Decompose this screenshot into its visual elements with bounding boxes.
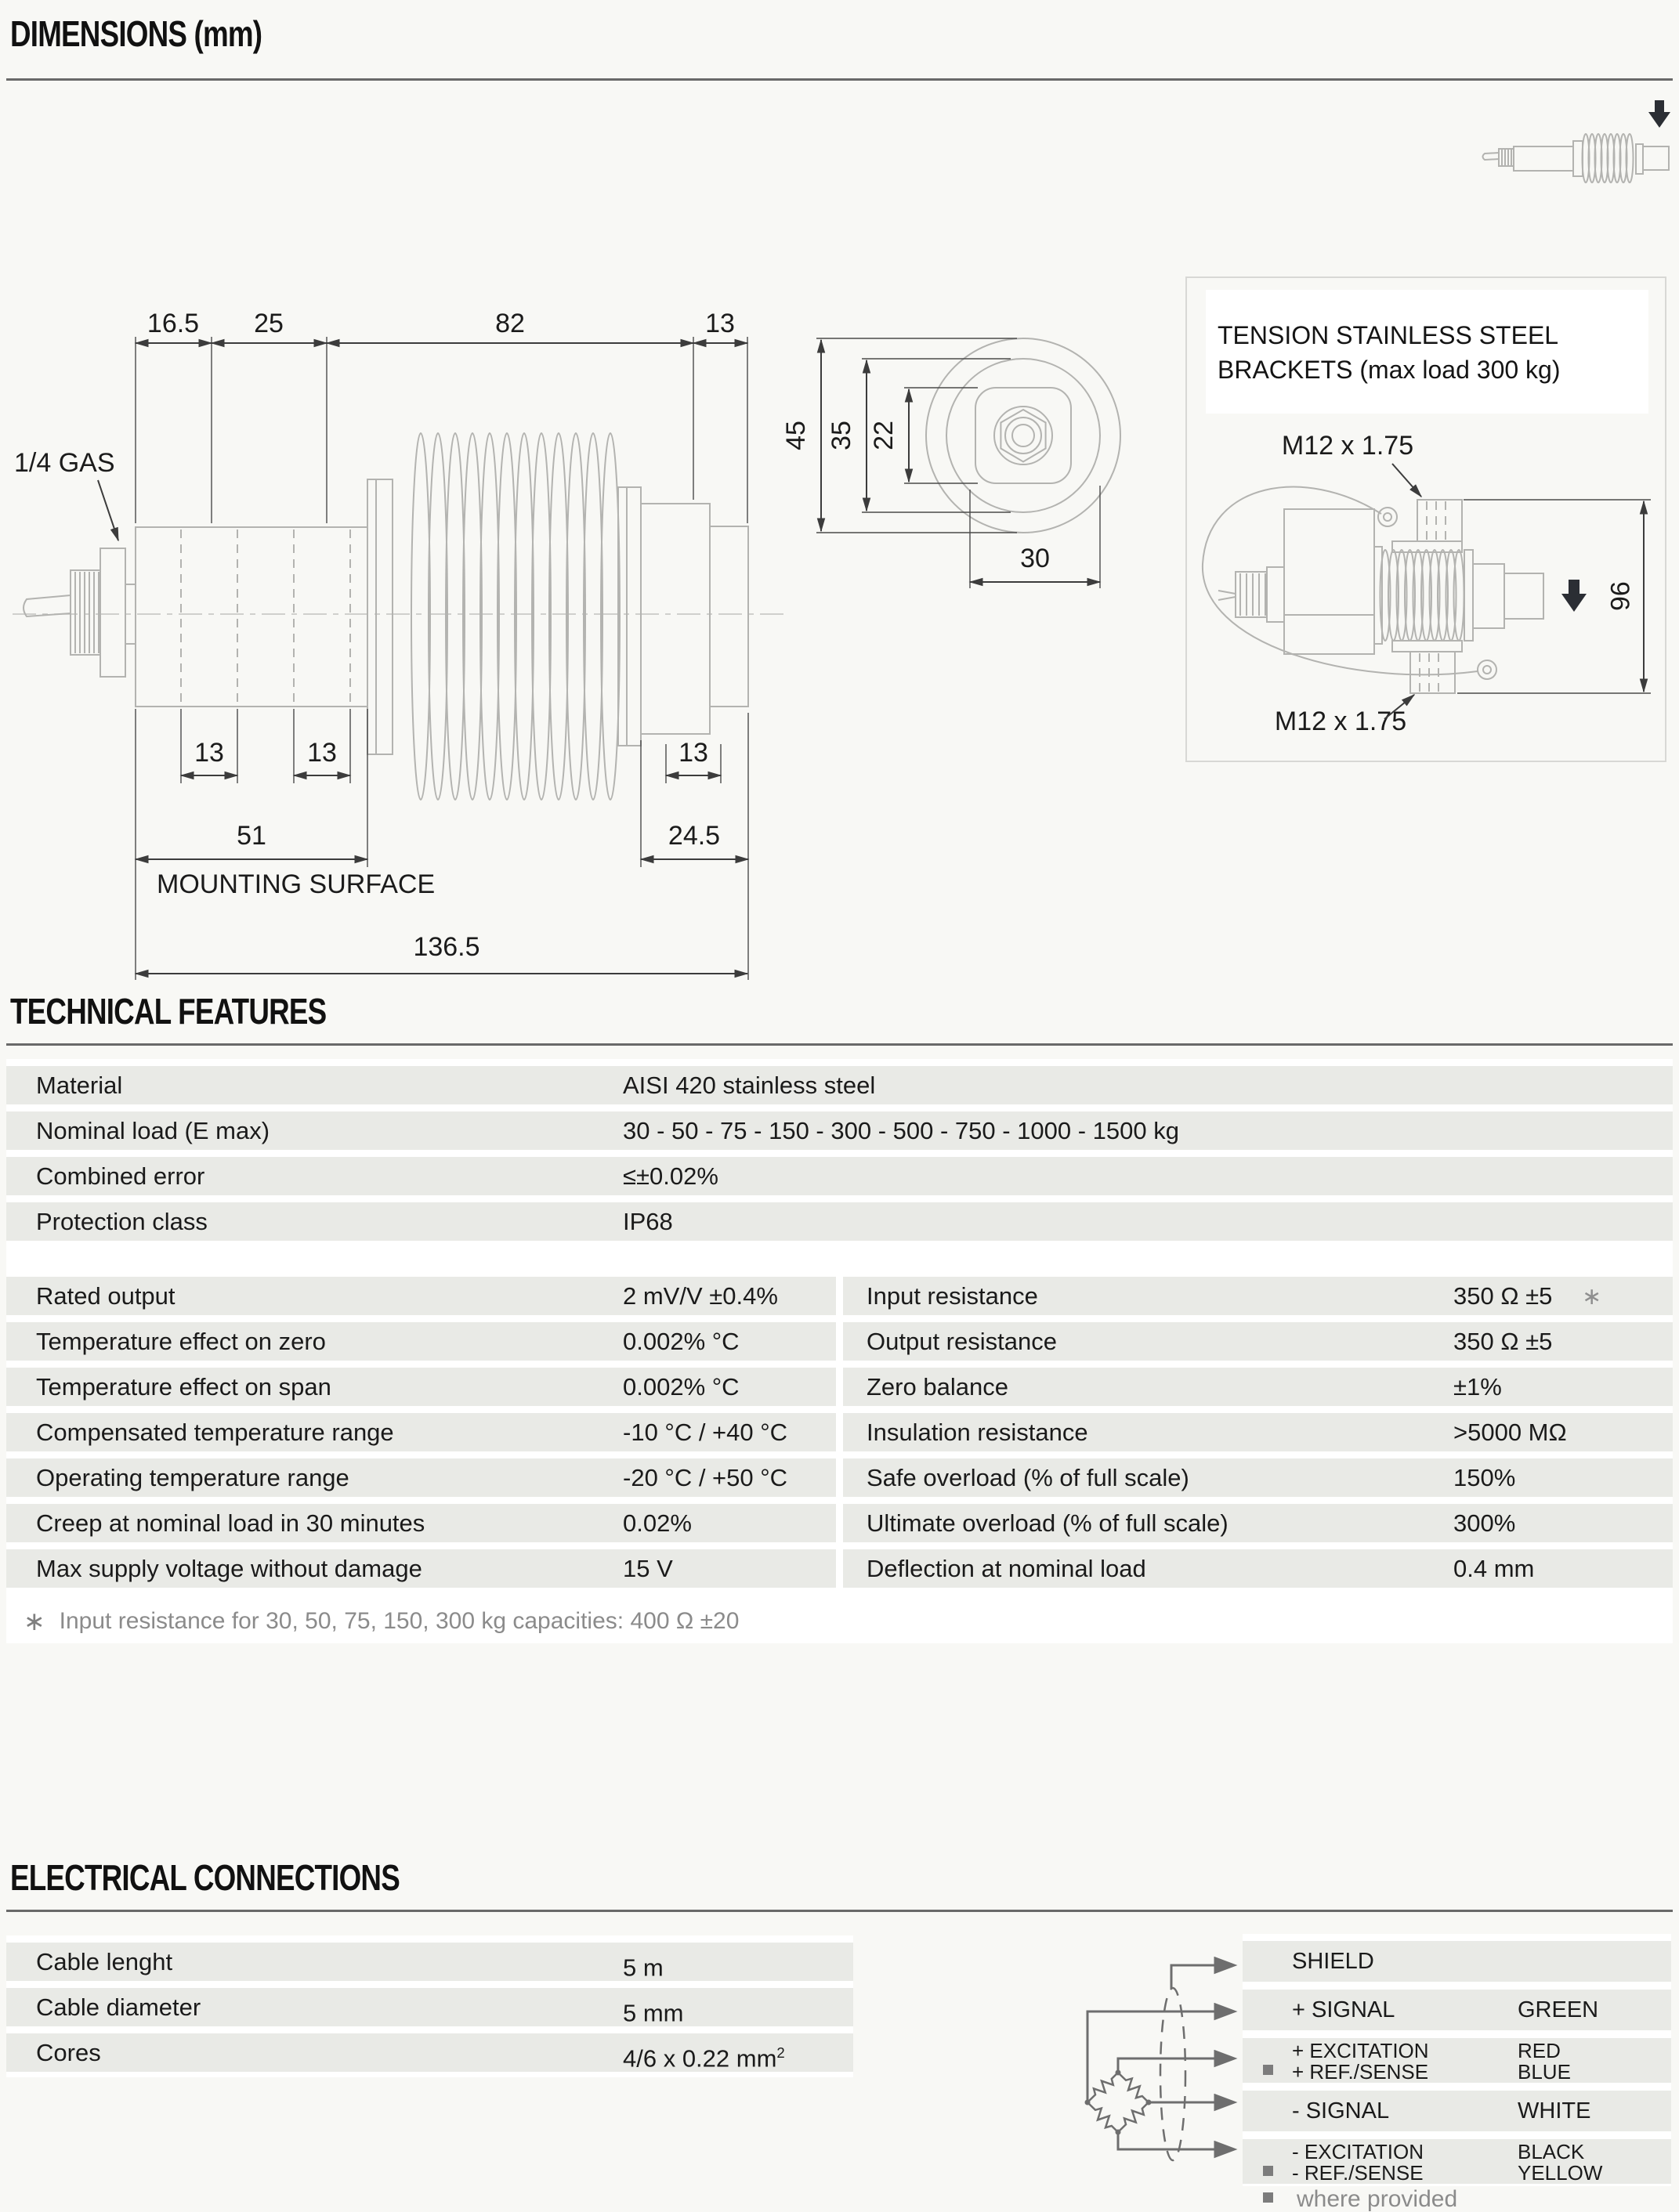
wiring-color: RED [1518,2039,1561,2062]
section-rule-electrical-connections [6,1910,1673,1912]
row-label: Compensated temperature range [36,1419,394,1446]
tension-brackets-title-band [1206,290,1648,414]
wiring-color: YELLOW [1518,2161,1603,2185]
tension-brackets-panel [1185,276,1666,762]
wiring-row-minus-signal [1243,2091,1671,2131]
table-row [6,1111,1673,1150]
section-title-dimensions-text: DIMENSIONS (mm) [10,13,262,54]
section-title-technical-features [10,990,405,1032]
row-value: ±1% [1453,1373,1502,1401]
gas-thread-label: 1/4 GAS [14,448,115,478]
row-value: ≤±0.02% [623,1162,718,1190]
row-label: Insulation resistance [867,1419,1088,1446]
row-label: Cores [36,2039,101,2066]
table-row [6,1368,836,1406]
row-value: -20 °C / +50 °C [623,1464,788,1491]
dim-13-c: 13 [678,738,708,768]
section-title-dimensions [10,13,325,55]
row-label: Nominal load (E max) [36,1117,270,1144]
wiring-row-shield [1243,1941,1671,1982]
dim-24-5: 24.5 [668,821,721,851]
footnote-star-marker: ∗ [24,1607,45,1636]
wiring-label: + REF./SENSE [1292,2060,1429,2084]
wiring-row-plus-excitation [1243,2038,1671,2083]
dim-25: 25 [254,309,284,338]
row-label: Temperature effect on span [36,1373,331,1401]
row-label: Zero balance [867,1373,1008,1401]
bracket-drawing [1187,415,1668,764]
row-value: AISI 420 stainless steel [623,1072,876,1099]
table-row [6,1549,836,1588]
table-row [6,2033,853,2072]
table-row [843,1277,1673,1315]
table-row [6,1277,836,1315]
table-row [843,1413,1673,1451]
table-row [6,1066,1673,1104]
table-row [843,1368,1673,1406]
dim-13-top: 13 [705,309,735,338]
wiring-row-plus-signal [1243,1990,1671,2030]
row-value: 2 mV/V ±0.4% [623,1282,778,1310]
row-value: 5 m [623,1954,664,1982]
mounting-surface-label: MOUNTING SURFACE [157,869,436,899]
section-title-technical-features-text: TECHNICAL FEATURES [10,991,327,1032]
wiring-label: - SIGNAL [1292,2098,1390,2123]
row-label: Deflection at nominal load [867,1555,1146,1582]
wiring-label: - REF./SENSE [1292,2161,1424,2185]
row-label: Max supply voltage without damage [36,1555,422,1582]
section-title-electrical-connections [10,1856,497,1899]
row-value: 0.4 mm [1453,1555,1535,1582]
thread-label-top: M12 x 1.75 [1281,431,1414,461]
dim-30: 30 [1020,544,1050,573]
table-row [843,1322,1673,1361]
wiring-color: BLACK [1518,2140,1585,2163]
footnote-text: Input resistance for 30, 50, 75, 150, 300 kg capacities: 400 Ω ±20 [59,1607,740,1634]
row-label: Temperature effect on zero [36,1328,326,1355]
row-value: 30 - 50 - 75 - 150 - 300 - 500 - 750 - 1000 - 1500 kg [623,1117,1180,1144]
footnote-text: where provided [1297,2186,1458,2212]
row-label: Rated output [36,1282,175,1310]
row-label: Creep at nominal load in 30 minutes [36,1509,425,1537]
row-label: Protection class [36,1208,208,1235]
wiring-color: BLUE [1518,2060,1571,2084]
table-row [6,1504,836,1542]
tension-brackets-title-line1: TENSION STAINLESS STEEL [1218,321,1559,349]
row-label: Input resistance [867,1282,1038,1310]
dim-13-b: 13 [307,738,337,768]
dim-96: 96 [1605,581,1634,611]
table-row [843,1549,1673,1588]
wheatstone-bridge-diagram [940,1917,1269,2212]
row-value: 150% [1453,1464,1516,1491]
section-rule-technical-features [6,1043,1673,1046]
wiring-label: + EXCITATION [1292,2039,1429,2062]
dim-82: 82 [495,309,525,338]
wiring-label: + SIGNAL [1292,1997,1395,2022]
row-value: 0.002% °C [623,1328,740,1355]
wiring-color: GREEN [1518,1997,1599,2022]
row-value: 0.02% [623,1509,692,1537]
row-label: Combined error [36,1162,205,1190]
row-value: 350 Ω ±5 [1453,1282,1553,1310]
row-value: 5 mm [623,1999,684,2027]
dim-22: 22 [869,421,899,450]
row-value: -10 °C / +40 °C [623,1419,788,1446]
dim-13-a: 13 [194,738,224,768]
dim-136-5: 136.5 [413,932,480,962]
load-cell-mini-icon [1434,78,1678,188]
dim-45: 45 [781,421,811,450]
technical-footnote [24,1606,739,1636]
wiring-footnote [1297,2186,1457,2212]
dim-51: 51 [237,821,266,851]
table-row [6,1157,1673,1195]
wiring-label: SHIELD [1292,1949,1374,1974]
row-value: 4/6 x 0.22 $mm^2$ [623,2044,785,2073]
table-row [6,1988,853,2026]
row-label: Cable lenght [36,1948,173,1975]
table-row [6,1943,853,1981]
tension-brackets-title-line2: BRACKETS (max load 300 kg) [1218,356,1561,384]
load-direction-arrow-icon [1561,580,1587,612]
table-row [6,1202,1673,1241]
dim-35: 35 [827,421,856,450]
wiring-color: WHITE [1518,2098,1591,2123]
side-view-drawing [8,290,830,987]
thread-label-bottom: M12 x 1.75 [1274,707,1407,736]
table-row [843,1504,1673,1542]
load-direction-arrow-icon [1648,100,1670,128]
row-value: IP68 [623,1208,673,1235]
row-label: Operating temperature range [36,1464,349,1491]
table-row [843,1458,1673,1497]
row-value: >5000 MΩ [1453,1419,1567,1446]
front-view-drawing [783,321,1120,603]
dim-16-5: 16.5 [147,309,200,338]
table-row [6,1322,836,1361]
row-label: Safe overload (% of full scale) [867,1464,1189,1491]
row-label: Material [36,1072,123,1099]
row-label: Output resistance [867,1328,1057,1355]
row-label: Ultimate overload (% of full scale) [867,1509,1228,1537]
row-value: 0.002% °C [623,1373,740,1401]
row-value: 350 Ω ±5 [1453,1328,1553,1355]
wiring-label: - EXCITATION [1292,2140,1424,2163]
table-row [6,1458,836,1497]
table-row [6,1413,836,1451]
row-label: Cable diameter [36,1993,201,2021]
row-value: 300% [1453,1509,1516,1537]
footnote-star-marker: ∗ [1582,1284,1602,1310]
section-rule-dimensions [6,78,1673,81]
row-value: 15 V [623,1555,673,1582]
wiring-row-minus-excitation [1243,2139,1671,2184]
section-title-electrical-connections-text: ELECTRICAL CONNECTIONS [10,1857,400,1898]
